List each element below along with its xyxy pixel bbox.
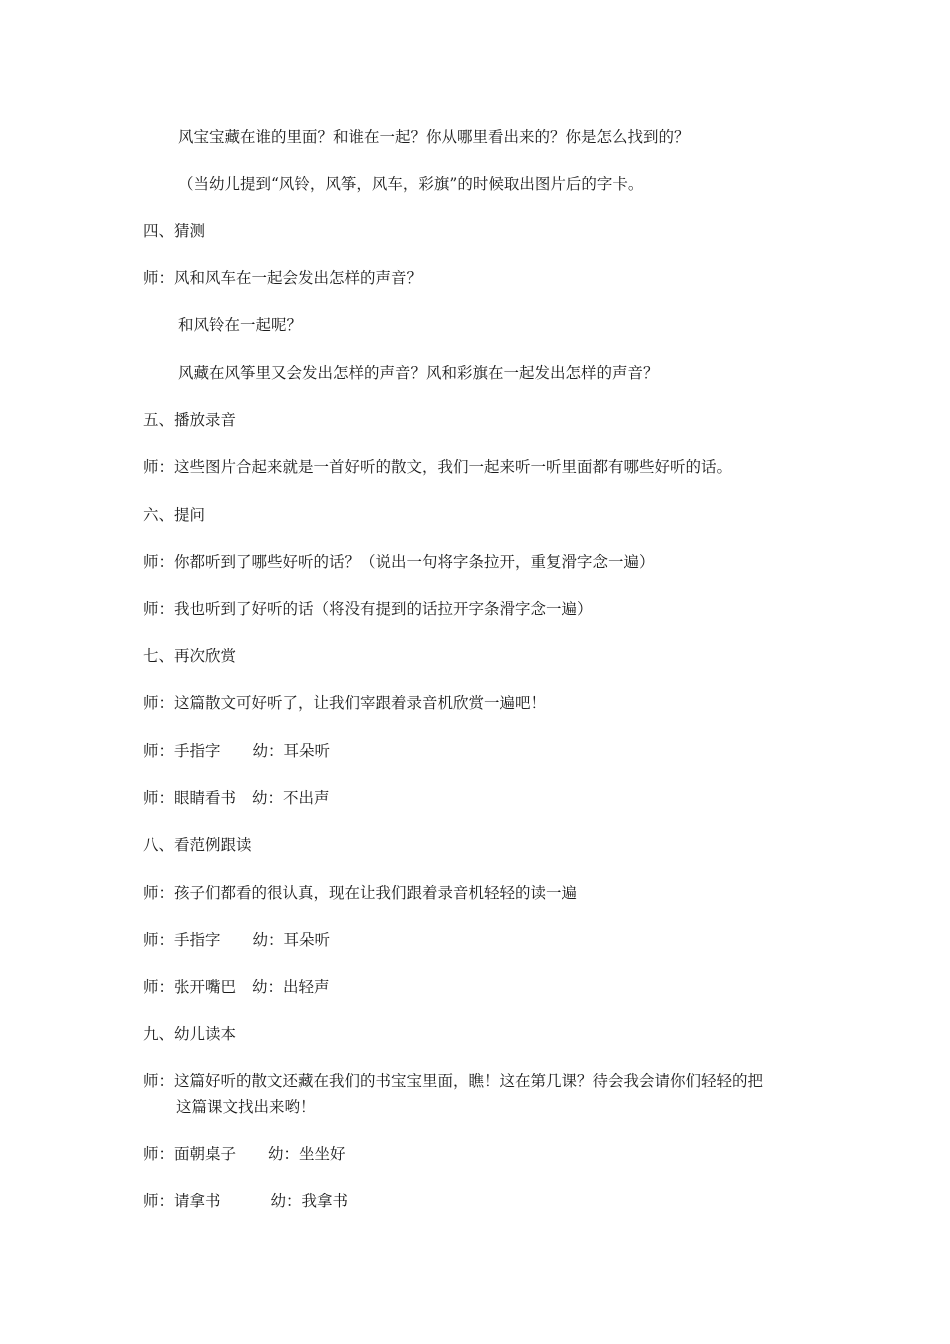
teacher-cue: 师：请拿书 — [143, 1192, 221, 1210]
paragraph-question-wind-baby: 风宝宝藏在谁的里面？和谁在一起？你从哪里看出来的？你是怎么找到的？ — [178, 128, 690, 146]
teacher-line-read-softly: 师：孩子们都看的很认真，现在让我们跟着录音机轻轻的读一遍 — [143, 884, 578, 902]
teacher-cue: 师：手指字 — [143, 931, 221, 949]
teacher-line-windmill: 师：风和风车在一起会发出怎样的声音？ — [143, 269, 423, 287]
teacher-line-kite-flag: 风藏在风筝里又会发出怎样的声音？风和彩旗在一起发出怎样的声音？ — [178, 364, 659, 382]
section-heading-play-recording: 五、播放录音 — [143, 411, 237, 429]
dialogue-row-face-desk — [143, 1143, 346, 1165]
teacher-line-appreciate: 师：这篇散文可好听了，让我们宰跟着录音机欣赏一遍吧！ — [143, 694, 547, 712]
child-response: 幼：我拿书 — [270, 1192, 349, 1210]
section-heading-questions: 六、提问 — [143, 506, 206, 524]
section-heading-guess: 四、猜测 — [143, 222, 206, 240]
paragraph-note-word-cards: （当幼儿提到“风铃，风筝，风车，彩旗”的时候取出图片后的字卡。 — [178, 175, 644, 193]
paragraph-line-2: 这篇课文找出来哟！ — [176, 1098, 316, 1116]
child-response: 幼：坐坐好 — [268, 1145, 346, 1163]
teacher-line-listen: 师：这些图片合起来就是一首好听的散文，我们一起来听一听里面都有哪些好听的话。 — [143, 458, 733, 476]
teacher-cue: 师：手指字 — [143, 742, 221, 760]
child-response: 幼：耳朵听 — [252, 742, 331, 760]
teacher-cue: 师：张开嘴巴 — [143, 978, 237, 996]
dialogue-row-finger-ear — [143, 740, 330, 762]
teacher-paragraph-find-lesson — [143, 1068, 823, 1120]
section-heading-appreciate-again: 七、再次欣赏 — [143, 647, 237, 665]
teacher-cue: 师：眼睛看书 — [143, 789, 237, 807]
section-heading-children-reading: 九、幼儿读本 — [143, 1025, 237, 1043]
dialogue-row-take-book — [143, 1190, 348, 1212]
paragraph-line-1: 师：这篇好听的散文还藏在我们的书宝宝里面，瞧！这在第几课？待会我会请你们轻轻的把 — [143, 1072, 764, 1090]
teacher-line-i-heard: 师：我也听到了好听的话（将没有提到的话拉开字条滑字念一遍） — [143, 600, 593, 618]
teacher-line-what-heard: 师：你都听到了哪些好听的话？（说出一句将字条拉开，重复滑字念一遍） — [143, 553, 655, 571]
dialogue-row-eyes-silent — [143, 787, 330, 809]
child-response: 幼：不出声 — [252, 789, 330, 807]
teacher-line-windbell: 和风铃在一起呢？ — [178, 316, 303, 334]
dialogue-row-finger-ear-2 — [143, 929, 330, 951]
child-response: 幼：出轻声 — [252, 978, 330, 996]
child-response: 幼：耳朵听 — [252, 931, 331, 949]
teacher-cue: 师：面朝桌子 — [143, 1145, 237, 1163]
dialogue-row-mouth-soft — [143, 976, 330, 998]
section-heading-follow-reading: 八、看范例跟读 — [143, 836, 252, 854]
